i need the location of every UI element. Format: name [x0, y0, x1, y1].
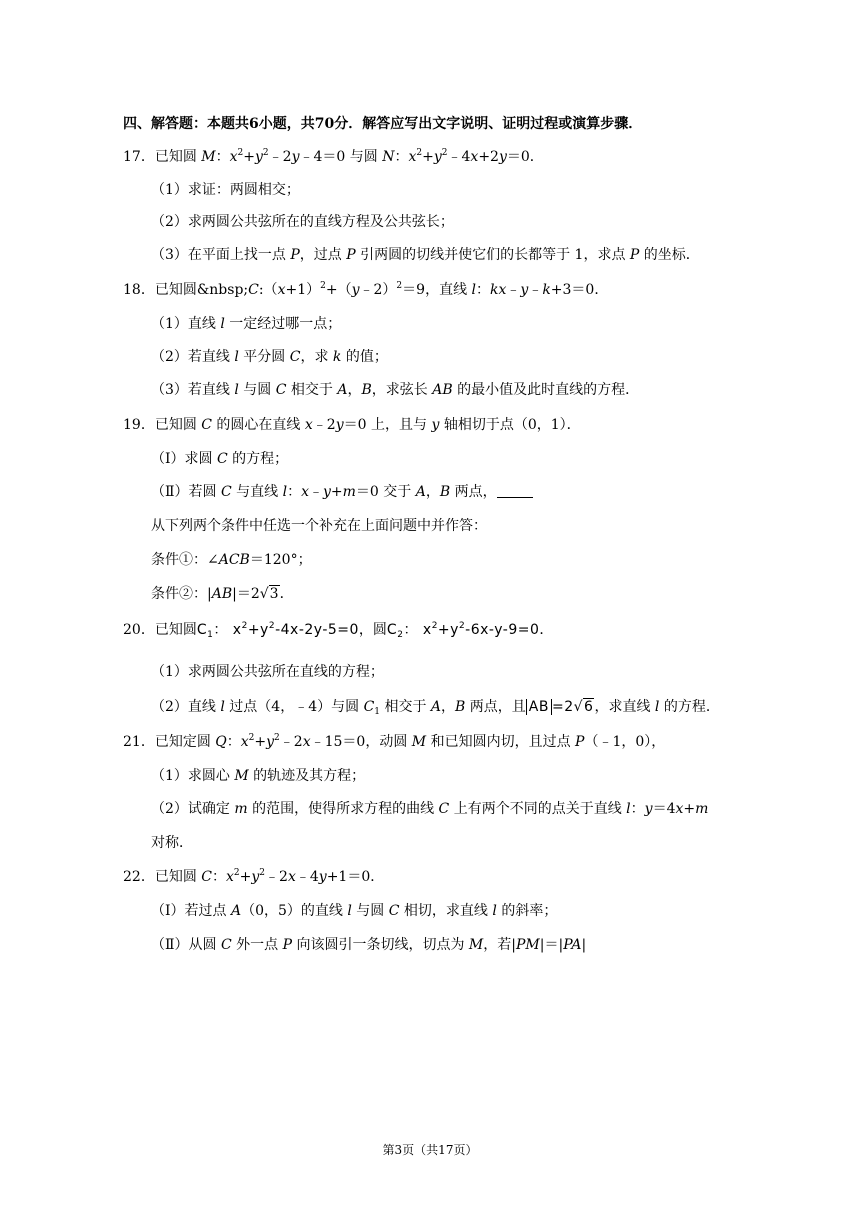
problem-22-stem: 22．已知圆 C：$x^2+y^2﹣2x﹣4y+1=0$． [123, 868, 385, 885]
problem-17-part-2: （2）求两圆公共弦所在的直线方程及公共弦长； [151, 214, 454, 230]
problem-21-part-1: （1）求圆心 M 的轨迹及其方程； [151, 768, 366, 784]
problem-21-part-2-cont: 对称． [151, 835, 193, 851]
problem-19-part-1: （Ⅰ）求圆 C 的方程； [151, 451, 289, 467]
problem-18-part-1: （1）直线 l 一定经过哪一点； [151, 316, 342, 332]
problem-17-part-1: （1）求证：两圆相交； [151, 182, 300, 198]
problem-19-condition-1: 条件①：∠ACB＝120°； [151, 552, 312, 568]
problem-19-condition-2: 条件②：|AB|＝2√3． [151, 586, 294, 602]
problem-20-part-2: （2）直线 l 过点（4，﹣4）与圆 $C_1$ 相交于 A，B 两点，且 AB =2√6，求直线 l 的方程． [151, 699, 720, 717]
problem-21-part-2: （2）试确定 m 的范围，使得所求方程的曲线 C 上有两个不同的点关于直线 l：y＝4x+m [151, 801, 709, 817]
problem-21-stem: 21．已知定圆 Q：$x^2+y^2﹣2x﹣15=0$，动圆 M 和已知圆内切，且过点 P（﹣1，0）， [123, 733, 666, 750]
problem-19-part-2: （Ⅱ）若圆 C 与直线 l：x﹣y+m＝0 交于 A，B 两点， [151, 482, 533, 502]
formula-image-c1: $C_1$： $x^2+y^2-4x-2y-5=0$ [196, 621, 359, 640]
formula-image-c2: $C_2$： $x^2+y^2-6x-y-9=0$ [386, 621, 540, 640]
problem-20-stem: 20．已知圆$C_1$： $x^2+y^2-4x-2y-5=0$，圆$C_2$： $x^2+y^2-6x-y-9=0$． [123, 621, 554, 640]
problem-17-stem: 17．已知圆 M：$x^2+y^2﹣2y﹣4=0$ 与圆 N：$x^2+y^2﹣4x+2y=0$． [123, 148, 544, 165]
problem-19-instruction: 从下列两个条件中任选一个补充在上面问题中并作答： [151, 518, 487, 534]
page-footer: 第3页（共17页） [382, 1143, 478, 1157]
problem-18-stem: 18．已知圆$\&nbsp;C:(x+1)^2+(y﹣2)^2=9$，直线 l：kx﹣y﹣k+3＝0． [123, 281, 609, 298]
problem-18-part-2: （2）若直线 l 平分圆 C，求 k 的值； [151, 349, 388, 365]
problem-18-part-3: （3）若直线 l 与圆 C 相交于 A，B，求弦长 AB 的最小值及此时直线的方程． [151, 382, 640, 398]
problem-19-stem: 19．已知圆 C 的圆心在直线 x﹣2y＝0 上，且与 y 轴相切于点（0，1）． [123, 417, 581, 433]
problem-22-part-1: （Ⅰ）若过点 A（0，5）的直线 l 与圆 C 相切，求直线 l 的斜率； [151, 903, 558, 919]
problem-22-part-2: （Ⅱ）从圆 C 外一点 P 向该圆引一条切线，切点为 M，若|PM|＝|PA| [151, 937, 587, 953]
problem-17-part-3: （3）在平面上找一点 P，过点 P 引两圆的切线并使它们的长都等于 1，求点 P 的坐标． [151, 247, 700, 263]
fill-in-blank [497, 483, 533, 498]
problem-20-part-1: （1）求两圆公共弦所在直线的方程； [151, 664, 384, 680]
section-header: 四、解答题：本题共6小题，共70分．解答应写出文字说明、证明过程或演算步骤． [123, 116, 643, 132]
